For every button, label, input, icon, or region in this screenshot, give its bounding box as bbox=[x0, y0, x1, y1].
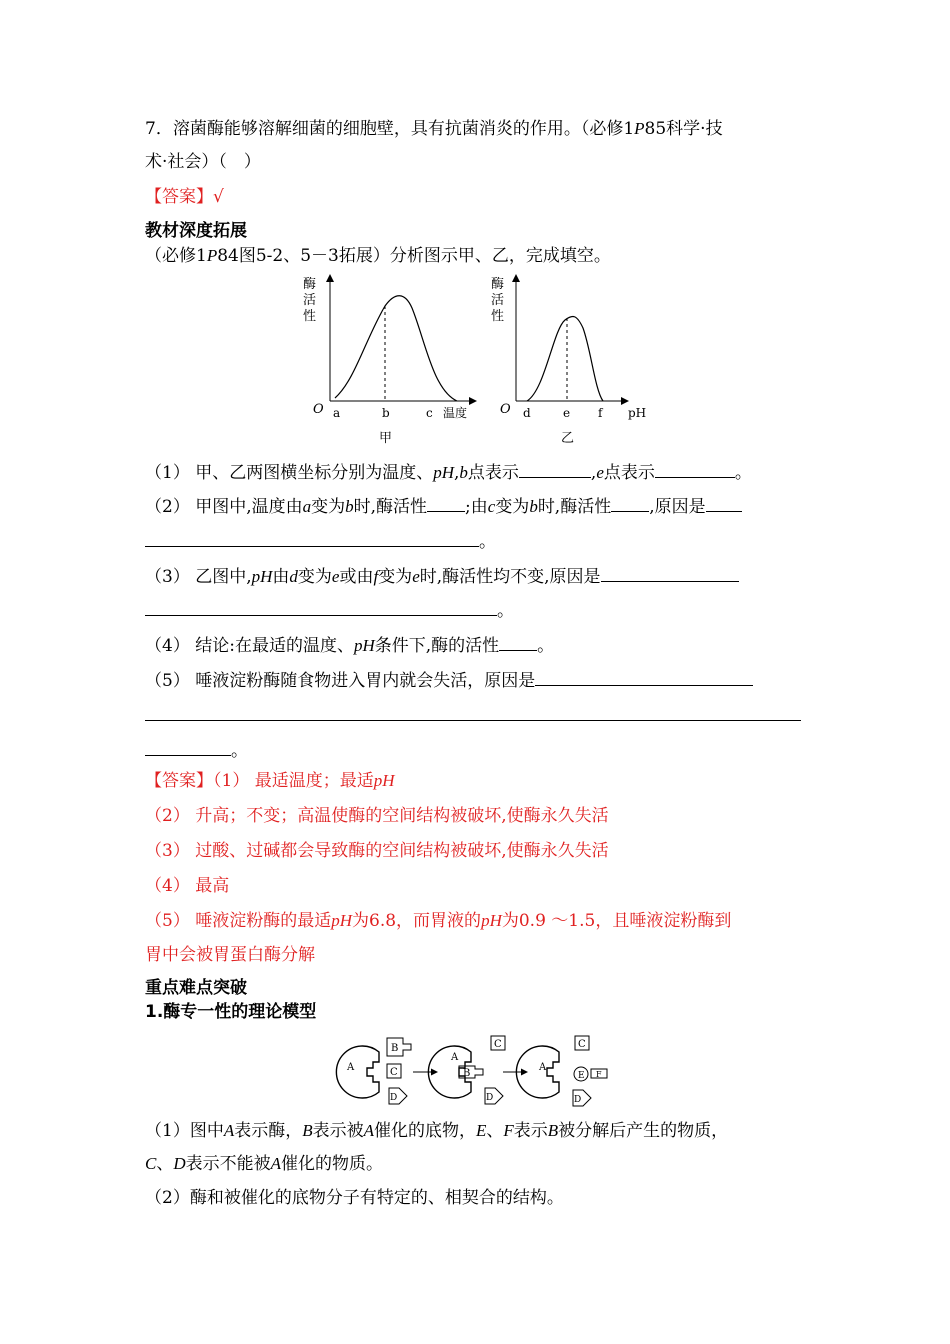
answer-2: （2） 升高；不变；高温使酶的空间结构被破坏,使酶永久失活 bbox=[145, 806, 609, 826]
q3-end: 。 bbox=[497, 601, 514, 621]
var-F: F bbox=[503, 1121, 514, 1140]
q5-end: 。 bbox=[231, 741, 248, 761]
q7-answer bbox=[145, 186, 224, 208]
q2-text-e: 变为 bbox=[495, 497, 530, 517]
var-C: C bbox=[145, 1154, 157, 1173]
graph2-tick-e: e bbox=[563, 406, 571, 420]
label-E-3: E bbox=[578, 1071, 585, 1081]
q3-text-f: 时,酶活性均不变,原因是 bbox=[419, 567, 601, 587]
q2-blank-4[interactable] bbox=[145, 530, 479, 547]
q2-text-g: ,原因是 bbox=[649, 497, 706, 517]
q2-text-c: 时,酶活性 bbox=[353, 497, 428, 517]
graph2-tick-f: f bbox=[598, 406, 603, 420]
q1-comma: , bbox=[454, 463, 460, 483]
graph1-xlabel: 温度 bbox=[443, 406, 468, 420]
q2-blank-2[interactable] bbox=[611, 495, 649, 512]
q1-text: （1） 甲、乙两图横坐标分别为温度、 bbox=[145, 463, 434, 483]
q1-text-e: 点表示 bbox=[603, 463, 655, 483]
q4-blank[interactable] bbox=[499, 634, 537, 651]
answer-5-c: 为0.9 ～1.5，且唾液淀粉酶到 bbox=[501, 911, 732, 931]
graph1-tick-c: c bbox=[426, 406, 433, 420]
key-paragraph-1-line1 bbox=[145, 1120, 728, 1142]
q3-blank-2[interactable] bbox=[145, 599, 497, 616]
section-heading-key: 重点难点突破 bbox=[145, 978, 247, 998]
var-ph-3: pH bbox=[353, 636, 375, 655]
graph2-ylabel-1: 酶 bbox=[491, 277, 505, 292]
var-e-3: e bbox=[412, 567, 420, 586]
answer-4: （4） 最高 bbox=[145, 876, 230, 896]
q2-blank-3[interactable] bbox=[706, 495, 742, 512]
label-B-2: B bbox=[463, 1068, 471, 1079]
q7-p: P bbox=[634, 119, 645, 138]
q5-blank-1[interactable] bbox=[535, 669, 753, 686]
var-f: f bbox=[373, 567, 379, 586]
q2-blank-1[interactable] bbox=[427, 495, 465, 512]
var-b-2: b bbox=[345, 497, 354, 516]
q5-blank-3[interactable] bbox=[145, 739, 231, 756]
graph2-tick-d: d bbox=[523, 406, 531, 420]
q1-blank-1[interactable] bbox=[519, 461, 591, 478]
answer-1-text: （1） 最适温度；最适 bbox=[213, 771, 374, 791]
var-ph-5: pH bbox=[331, 911, 353, 930]
answer-5-b: 为6.8，而胃液的 bbox=[352, 911, 482, 931]
var-c: c bbox=[487, 497, 496, 516]
p1-h: 、 bbox=[156, 1154, 174, 1174]
q2-text-f: 时,酶活性 bbox=[537, 497, 612, 517]
label-D-2: D bbox=[486, 1093, 494, 1103]
q1-end: 。 bbox=[734, 463, 752, 483]
label-C-3: C bbox=[578, 1039, 586, 1050]
q3-blank-1[interactable] bbox=[601, 565, 739, 582]
graph2-ylabel-2: 活 bbox=[491, 293, 505, 308]
graph2-caption: 乙 bbox=[561, 431, 575, 446]
question-2-line1 bbox=[145, 495, 742, 518]
label-D-1: D bbox=[390, 1093, 398, 1103]
p1-f: 表示 bbox=[513, 1121, 548, 1141]
question-3-line1 bbox=[145, 565, 739, 588]
q1-blank-2[interactable] bbox=[655, 461, 735, 478]
enzyme-specificity-diagram bbox=[335, 1030, 615, 1112]
q2-text-d: ;由 bbox=[465, 497, 488, 517]
q5-blank-2[interactable] bbox=[145, 704, 801, 721]
var-ph-2: pH bbox=[251, 567, 273, 586]
answer-5-a: （5） 唾液淀粉酶的最适 bbox=[145, 911, 332, 931]
subheading-model: 1.酶专一性的理论模型 bbox=[145, 1002, 317, 1022]
key-paragraph-2: （2）酶和被催化的底物分子有特定的、相契合的结构。 bbox=[145, 1188, 564, 1208]
q4-text-b: 条件下,酶的活性 bbox=[374, 636, 500, 656]
p1-b: 表示酶， bbox=[234, 1121, 303, 1141]
q7-text-2: 术·社会）（ ） bbox=[145, 152, 261, 172]
p1-a: （1）图中 bbox=[145, 1121, 224, 1141]
section-heading-ext: 教材深度拓展 bbox=[145, 221, 247, 241]
label-C-1: C bbox=[390, 1067, 398, 1078]
var-D: D bbox=[173, 1154, 186, 1173]
q3-text-b: 由 bbox=[272, 567, 290, 587]
label-A-2: A bbox=[451, 1052, 459, 1063]
q3-text-e: 变为 bbox=[378, 567, 413, 587]
var-e: e bbox=[596, 463, 604, 482]
graph1-tick-b: b bbox=[382, 406, 390, 420]
question-2-line2 bbox=[145, 530, 496, 553]
question-4 bbox=[145, 634, 554, 657]
model-stage-3 bbox=[516, 1036, 607, 1106]
ext-intro-b: 84图5-2、5－3拓展）分析图示甲、乙，完成填空。 bbox=[217, 246, 611, 266]
q2-text: （2） 甲图中,温度由 bbox=[145, 497, 303, 517]
label-B-1: B bbox=[391, 1043, 399, 1054]
question-5-line1 bbox=[145, 669, 753, 692]
p1-i: 表示不能被 bbox=[185, 1154, 271, 1174]
q2-text-b: 变为 bbox=[311, 497, 346, 517]
answer-5-line2: 胃中会被胃蛋白酶分解 bbox=[145, 945, 315, 965]
enzyme-activity-graphs bbox=[295, 270, 665, 455]
var-e-2: e bbox=[331, 567, 340, 586]
var-A: A bbox=[223, 1121, 235, 1140]
graph1-ylabel-1: 酶 bbox=[303, 277, 317, 292]
var-b: b bbox=[459, 463, 468, 482]
graph1-ylabel-2: 活 bbox=[303, 293, 317, 308]
ext-intro bbox=[145, 245, 611, 267]
p1-c: 表示被 bbox=[312, 1121, 364, 1141]
q4-text: （4） 结论:在最适的温度、 bbox=[145, 636, 354, 656]
graph2-origin: O bbox=[500, 402, 511, 417]
graph2-ylabel-3: 性 bbox=[491, 309, 505, 324]
var-A-2: A bbox=[363, 1121, 374, 1140]
label-F-3: F bbox=[596, 1070, 602, 1079]
q4-end: 。 bbox=[537, 636, 555, 656]
var-E: E bbox=[476, 1121, 487, 1140]
question-5-line2 bbox=[145, 704, 801, 727]
p1-d: 催化的底物， bbox=[374, 1121, 476, 1141]
model-stage-1 bbox=[336, 1038, 411, 1104]
key-paragraph-1-line2 bbox=[145, 1153, 383, 1175]
var-ph-6: pH bbox=[481, 911, 502, 930]
model-stage-2 bbox=[428, 1036, 505, 1104]
q7-text: 7．溶菌酶能够溶解细菌的细胞壁，具有抗菌消炎的作用。（必修1 bbox=[145, 119, 635, 139]
answer-value: √ bbox=[213, 187, 224, 207]
q2-end: 。 bbox=[479, 532, 496, 552]
question-1 bbox=[145, 461, 752, 484]
label-A-3: A bbox=[539, 1062, 547, 1073]
answers-label: 【答案】 bbox=[145, 771, 213, 791]
q7-line1 bbox=[145, 118, 723, 140]
graph1-tick-a: a bbox=[333, 406, 341, 420]
graph1-caption: 甲 bbox=[379, 431, 393, 446]
graph-ph bbox=[491, 277, 646, 446]
q3-text-c: 变为 bbox=[297, 567, 332, 587]
var-B: B bbox=[302, 1121, 313, 1140]
var-b-3: b bbox=[529, 497, 538, 516]
ext-intro-a: （必修1 bbox=[145, 246, 207, 266]
var-B-2: B bbox=[547, 1121, 559, 1140]
q1-comma-2: , bbox=[590, 463, 597, 483]
label-D-3: D bbox=[574, 1095, 582, 1105]
graph1-origin: O bbox=[313, 402, 324, 417]
var-A-3: A bbox=[270, 1154, 282, 1173]
label-C-2: C bbox=[494, 1039, 502, 1050]
q1-text-c: 点表示 bbox=[467, 463, 519, 483]
answer-5-line1 bbox=[145, 910, 731, 932]
p1-j: 催化的物质。 bbox=[281, 1154, 384, 1174]
var-ph: pH bbox=[433, 463, 455, 482]
p1-g: 被分解后产生的物质， bbox=[558, 1121, 729, 1141]
q7-line2 bbox=[145, 151, 261, 173]
answer-3: （3） 过酸、过碱都会导致酶的空间结构被破坏,使酶永久失活 bbox=[145, 841, 609, 861]
q3-text: （3） 乙图中, bbox=[145, 567, 252, 587]
graph2-xlabel: pH bbox=[628, 406, 647, 420]
var-d: d bbox=[289, 567, 298, 586]
var-ph-4: pH bbox=[373, 771, 395, 790]
graph1-ylabel-3: 性 bbox=[303, 309, 317, 324]
graph-temperature bbox=[303, 277, 473, 446]
question-3-line2 bbox=[145, 599, 514, 622]
question-5-line3 bbox=[145, 739, 248, 762]
ext-intro-p: P bbox=[206, 246, 218, 265]
q5-text: （5） 唾液淀粉酶随食物进入胃内就会失活，原因是 bbox=[145, 671, 536, 691]
q7-text-b: 85科学·技 bbox=[644, 119, 723, 139]
label-A-1: A bbox=[347, 1062, 355, 1073]
var-a: a bbox=[302, 497, 312, 516]
answer-label: 【答案】 bbox=[145, 187, 213, 207]
q3-text-d: 或由 bbox=[339, 567, 374, 587]
p1-e: 、 bbox=[486, 1121, 504, 1141]
answer-1 bbox=[145, 770, 395, 792]
